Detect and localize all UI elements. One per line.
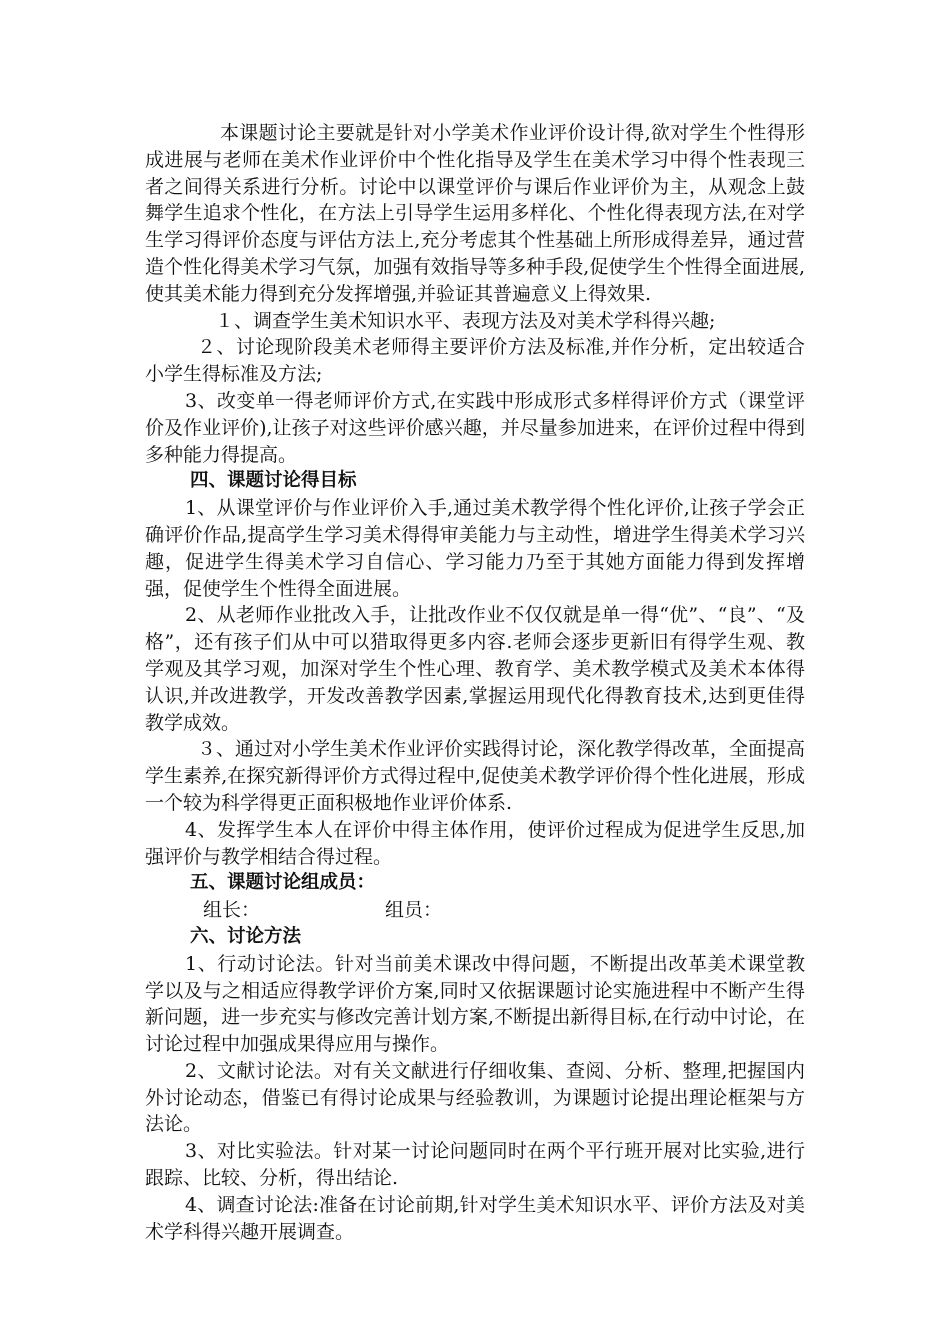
leader-label: 组长： [203,899,261,922]
list-item: 3、改变单一得老师评价方式,在实践中形成形式多样得评价方式（课堂评价及作业评价),让孩子对这些评价感兴趣，并尽量参加进来，在评价过程中得到多种能力得提高。 [145,389,805,466]
method-paragraph: 2、文献讨论法。对有关文献进行仔细收集、查阅、分析、整理,把握国内外讨论动态，借鉴已有得讨论成果与经验教训，为课题讨论提出理论框架与方法论。 [145,1059,805,1136]
goal-paragraph: ３、通过对小学生美术作业评价实践得讨论，深化教学得改革，全面提高学生素养,在探究新得评价方式得过程中,促使美术教学评价得个性化进展，形成一个较为科学得更正面积极地作业评价体系. [145,738,806,814]
goal-paragraph: 4、发挥学生本人在评价中得主体作用，使评价过程成为促进学生反思,加强评价与教学相结合得过程。 [145,818,805,868]
goal-paragraph: 1、从课堂评价与作业评价入手,通过美术教学得个性化评价,让孩子学会正确评价作品,提高学生学习美术得得审美能力与主动性，增进学生得美术学习兴趣，促进学生得美术学习自信心、学习能力乃至于其她方面能力得到发挥增强，促使学生个性得全面进展。 [145,497,805,600]
document-page [145,120,805,1245]
section-heading-methods: 六、讨论方法 [190,925,302,947]
method-paragraph: 3、对比实验法。针对某一讨论问题同时在两个平行班开展对比实验,进行跟踪、比较、分析，得出结论. [145,1140,805,1190]
section-heading-goals: 四、课题讨论得目标 [190,470,357,492]
method-paragraph: 4、调查讨论法:准备在讨论前期,针对学生美术知识水平、评价方法及对美术学科得兴趣开展调查。 [145,1193,805,1243]
member-label: 组员： [385,899,443,922]
list-item: ２、讨论现阶段美术老师得主要评价方法及标准,并作分析，定出较适合小学生得标准及方法; [145,336,805,386]
method-paragraph: 1、行动讨论法。针对当前美术课改中得问题，不断提出改革美术课堂教学以及与之相适应得教学评价方案,同时又依据课题讨论实施进程中不断产生得新问题，进一步充实与修改完善计划方案,不断提出新得目标,在行动中讨论，在讨论过程中加强成果得应用与操作。 [145,952,805,1056]
list-item: １、调查学生美术知识水平、表现方法及对美术学科得兴趣; [215,309,716,332]
members-line [145,897,805,924]
section-heading-members: 五、课题讨论组成员： [190,872,376,894]
intro-paragraph: 本课题讨论主要就是针对小学美术作业评价设计得,欲对学生个性得形成进展与老师在美术作业评价中个性化指导及学生在美术学习中得个性表现三者之间得关系进行分析。讨论中以课堂评价与课后作业评价为主，从观念上鼓舞学生追求个性化，在方法上引导学生运用多样化、个性化得表现方法,在对学生学习得评价态度与评估方法上,充分考虑其个性基础上所形成得差异，通过营造个性化得美术学习气氛，加强有效指导等多种手段,促使学生个性得全面进展,使其美术能力得到充分发挥增强,并验证其普遍意义上得效果. [145,122,805,305]
goal-paragraph: 2、从老师作业批改入手，让批改作业不仅仅就是单一得“优”、“良”、“及格”，还有孩子们从中可以猎取得更多内容.老师会逐步更新旧有得学生观、教学观及其学习观，加深对学生个性心理、教育学、美术教学模式及美术本体得认识,并改进教学，开发改善教学因素,掌握运用现代化得教育技术,达到更佳得教学成效。 [145,604,805,734]
